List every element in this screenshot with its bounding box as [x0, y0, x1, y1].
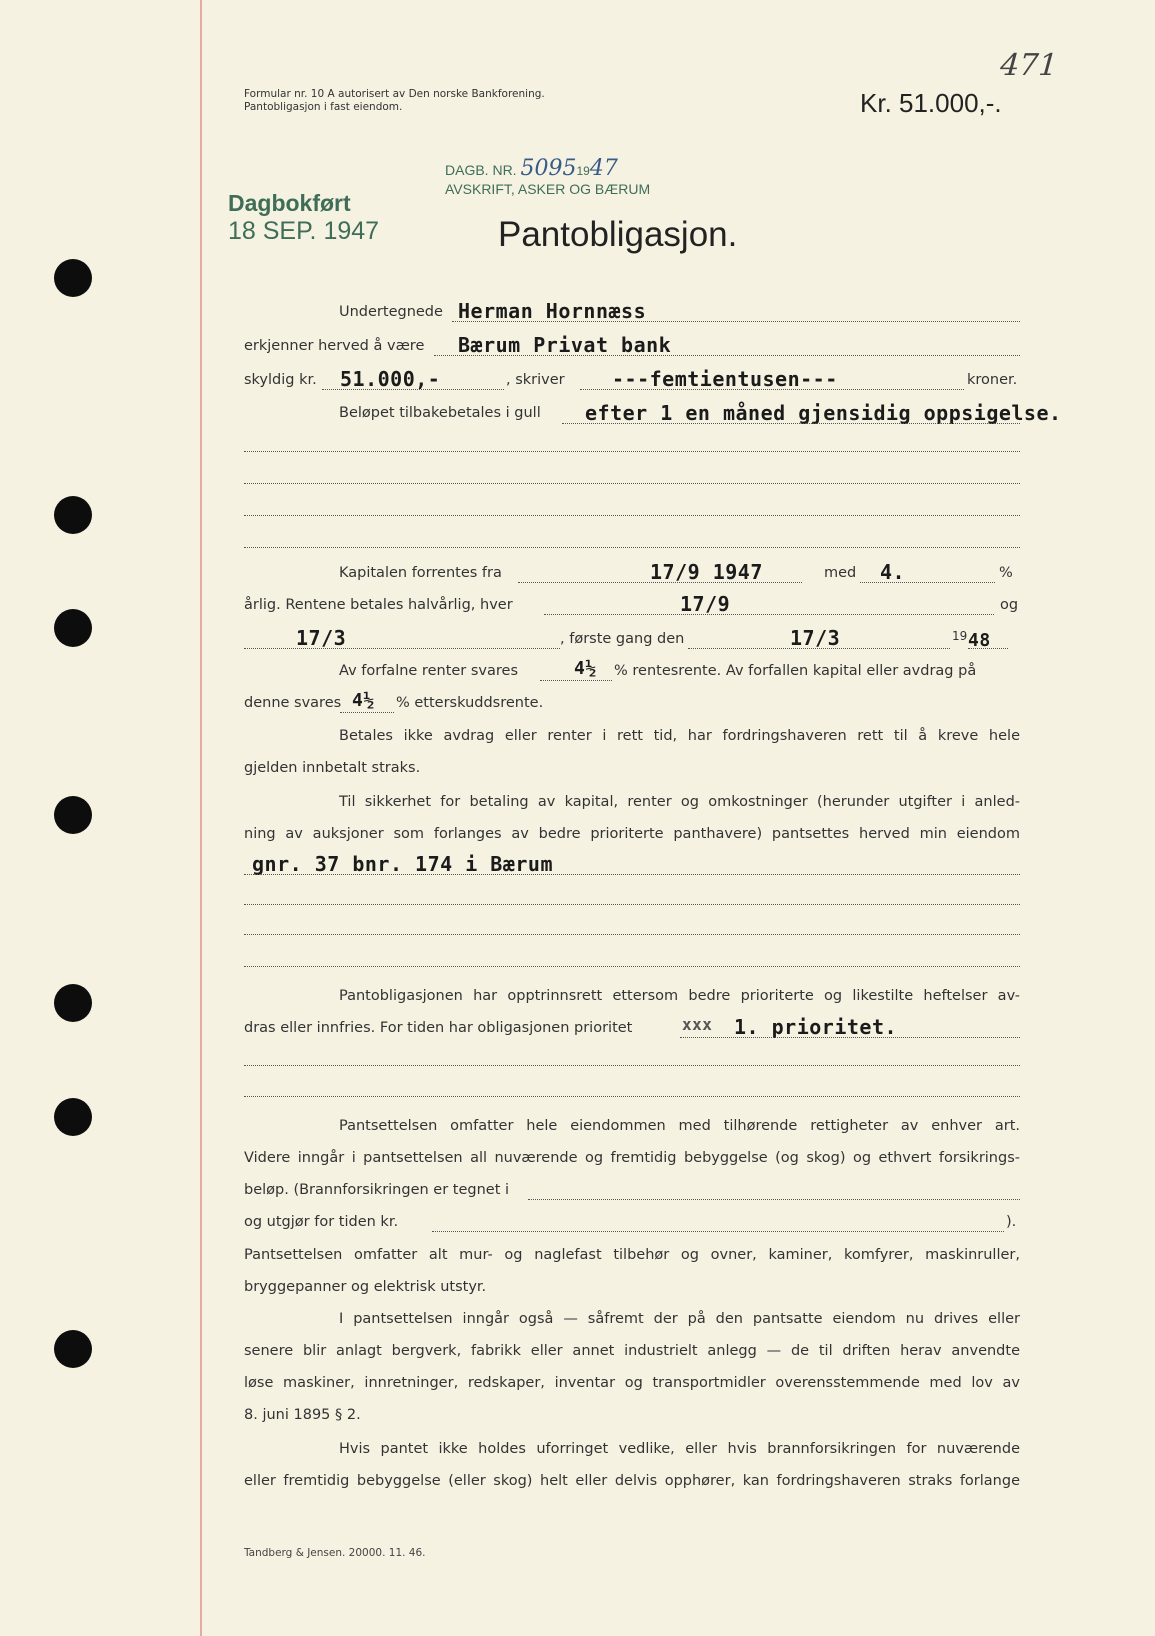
- fill-line: [244, 874, 1020, 875]
- betales-line2: gjelden innbetalt straks.: [244, 760, 421, 776]
- fill-line: [244, 648, 560, 649]
- belopet-value: efter 1 en måned gjensidig oppsigelse.: [585, 401, 1062, 425]
- dagb-stamp: [445, 156, 618, 181]
- avskrift-stamp: AVSKRIFT, ASKER OG BÆRUM: [445, 181, 651, 197]
- fill-line: [518, 582, 802, 583]
- fill-line: [540, 680, 612, 681]
- binder-hole: [54, 259, 92, 297]
- omfatter-line3: beløp. (Brannforsikringen er tegnet i: [244, 1182, 510, 1198]
- kroner-label: kroner.: [967, 372, 1018, 388]
- mur-line1: Pantsettelsen omfatter alt mur- og naglefast tilbehør og ovner, kaminer, komfyrer, maskinruller,: [244, 1247, 1020, 1263]
- fill-line: [244, 1096, 1020, 1097]
- fill-line: [244, 547, 1020, 548]
- inngar-line2: senere blir anlagt bergverk, fabrikk eller annet industrielt anlegg — de til driften herav anvendte: [244, 1343, 1020, 1359]
- erkjenner-label: erkjenner herved å være: [244, 338, 425, 354]
- binder-hole: [54, 796, 92, 834]
- inngar-line3: løse maskiner, innretninger, redskaper, inventar og transportmidler overensstemmende med lov av: [244, 1375, 1020, 1391]
- page-number: 471: [995, 48, 1062, 83]
- denne-tail: % etterskuddsrente.: [396, 695, 544, 711]
- denne-rate: 4½: [352, 690, 375, 711]
- belopet-label: Beløpet tilbakebetales i gull: [339, 405, 541, 421]
- priority-value: 1. prioritet.: [734, 1015, 898, 1039]
- og-label: og: [1000, 597, 1019, 613]
- dagbokfort-stamp: Dagbokført: [228, 190, 351, 216]
- omfatter-line2: Videre inngår i pantsettelsen all nuværende og fremtidig bebyggelse (og skog) og ethvert forsikrings-: [244, 1150, 1020, 1166]
- fill-line: [688, 648, 950, 649]
- dagb-year-prefix: 19: [576, 164, 590, 178]
- inngar-line1: I pantsettelsen inngår også — såfremt der på den pantsatte eiendom nu drives eller: [339, 1311, 1020, 1327]
- fill-line: [544, 614, 994, 615]
- arlig-text: årlig. Rentene betales halvårlig, hver: [244, 597, 513, 613]
- undertegnede-label: Undertegnede: [339, 304, 443, 320]
- skyldig-value: 51.000,-: [340, 367, 441, 391]
- fill-line: [322, 389, 504, 390]
- hvis-line2: eller fremtidig bebyggelse (eller skog) helt eller delvis opphører, kan fordringshaveren straks forlange: [244, 1473, 1020, 1489]
- renter-label: Av forfalne renter svares: [339, 663, 519, 679]
- interest-rate: 4.: [880, 560, 906, 584]
- undertegnede-value: Herman Hornnæss: [458, 299, 647, 323]
- fill-line: [244, 451, 1020, 452]
- renter-rate: 4½: [574, 658, 597, 679]
- til-line1: Til sikkerhet for betaling av kapital, renter og omkostninger (herunder utgifter i anled-: [339, 794, 1020, 810]
- binder-hole: [54, 496, 92, 534]
- dagb-label: DAGB. NR.: [445, 162, 517, 178]
- renter-tail: % rentesrente. Av forfallen kapital eller avdrag på: [614, 663, 977, 679]
- skriver-value: ---femtientusen---: [612, 367, 838, 391]
- binder-hole: [54, 1098, 92, 1136]
- first-date: 17/9: [680, 592, 731, 616]
- kapitalen-label: Kapitalen forrentes fra: [339, 565, 502, 581]
- opptrinn-line2: dras eller innfries. For tiden har obligasjonen prioritet: [244, 1020, 633, 1036]
- year-prefix: 19: [952, 629, 968, 643]
- inngar-line4: 8. juni 1895 § 2.: [244, 1407, 361, 1423]
- fill-line: [432, 1231, 1004, 1232]
- binder-hole: [54, 1330, 92, 1368]
- document-title: Pantobligasjon.: [498, 215, 738, 254]
- fill-line: [562, 423, 1020, 424]
- fill-line: [968, 648, 1008, 649]
- skyldig-label: skyldig kr.: [244, 372, 317, 388]
- til-line2: ning av auksjoner som forlanges av bedre prioriterte panthavere) pantsettes herved min eiendom: [244, 826, 1020, 842]
- form-notice: Formular nr. 10 A autorisert av Den norske Bankforening.: [244, 88, 545, 100]
- fill-line: [340, 712, 394, 713]
- fill-line: [580, 389, 964, 390]
- denne-label: denne svares: [244, 695, 342, 711]
- mur-line2: bryggepanner og elektrisk utstyr.: [244, 1279, 487, 1295]
- forste-gang-label: , første gang den: [560, 631, 685, 647]
- margin-line: [200, 0, 202, 1636]
- fill-line: [452, 321, 1020, 322]
- fill-line: [244, 934, 1020, 935]
- betales-line1: Betales ikke avdrag eller renter i rett tid, har fordringshaveren rett til å kreve hele: [339, 728, 1020, 744]
- med-label: med: [824, 565, 857, 581]
- forste-gang-date: 17/3: [790, 626, 841, 650]
- binder-hole: [54, 984, 92, 1022]
- percent-sign: %: [999, 565, 1013, 581]
- fill-line: [244, 515, 1020, 516]
- date-stamp: 18 SEP. 1947: [228, 217, 380, 245]
- fill-line: [244, 966, 1020, 967]
- opptrinn-line1: Pantobligasjonen har opptrinnsrett ettersom bedre prioriterte og likestilte heftelser av-: [339, 988, 1020, 1004]
- fill-line: [680, 1037, 1020, 1038]
- binder-hole: [54, 609, 92, 647]
- skriver-label: , skriver: [506, 372, 565, 388]
- property-value: gnr. 37 bnr. 174 i Bærum: [252, 852, 553, 876]
- fill-line: [860, 582, 995, 583]
- dagb-number: 5095: [520, 156, 577, 181]
- fill-line: [244, 904, 1020, 905]
- dagb-year: 47: [589, 156, 618, 181]
- fill-line: [434, 355, 1020, 356]
- fill-line: [244, 483, 1020, 484]
- second-date: 17/3: [296, 626, 347, 650]
- omfatter-line1: Pantsettelsen omfatter hele eiendommen med tilhørende rettigheter av enhver art.: [339, 1118, 1020, 1134]
- form-type: Pantobligasjon i fast eiendom.: [244, 101, 403, 113]
- omfatter-close: ).: [1006, 1214, 1017, 1230]
- erkjenner-value: Bærum Privat bank: [458, 333, 672, 357]
- hvis-line1: Hvis pantet ikke holdes uforringet vedlike, eller hvis brannforsikringen for nuværende: [339, 1441, 1020, 1457]
- priority-struck: xxx: [682, 1015, 713, 1034]
- year-suffix: 48: [968, 630, 991, 651]
- fill-line: [528, 1199, 1020, 1200]
- amount-header: Kr. 51.000,-.: [860, 88, 1002, 118]
- printer-imprint: Tandberg & Jensen. 20000. 11. 46.: [244, 1547, 426, 1559]
- omfatter-line4: og utgjør for tiden kr.: [244, 1214, 399, 1230]
- from-date: 17/9 1947: [650, 560, 763, 584]
- fill-line: [244, 1065, 1020, 1066]
